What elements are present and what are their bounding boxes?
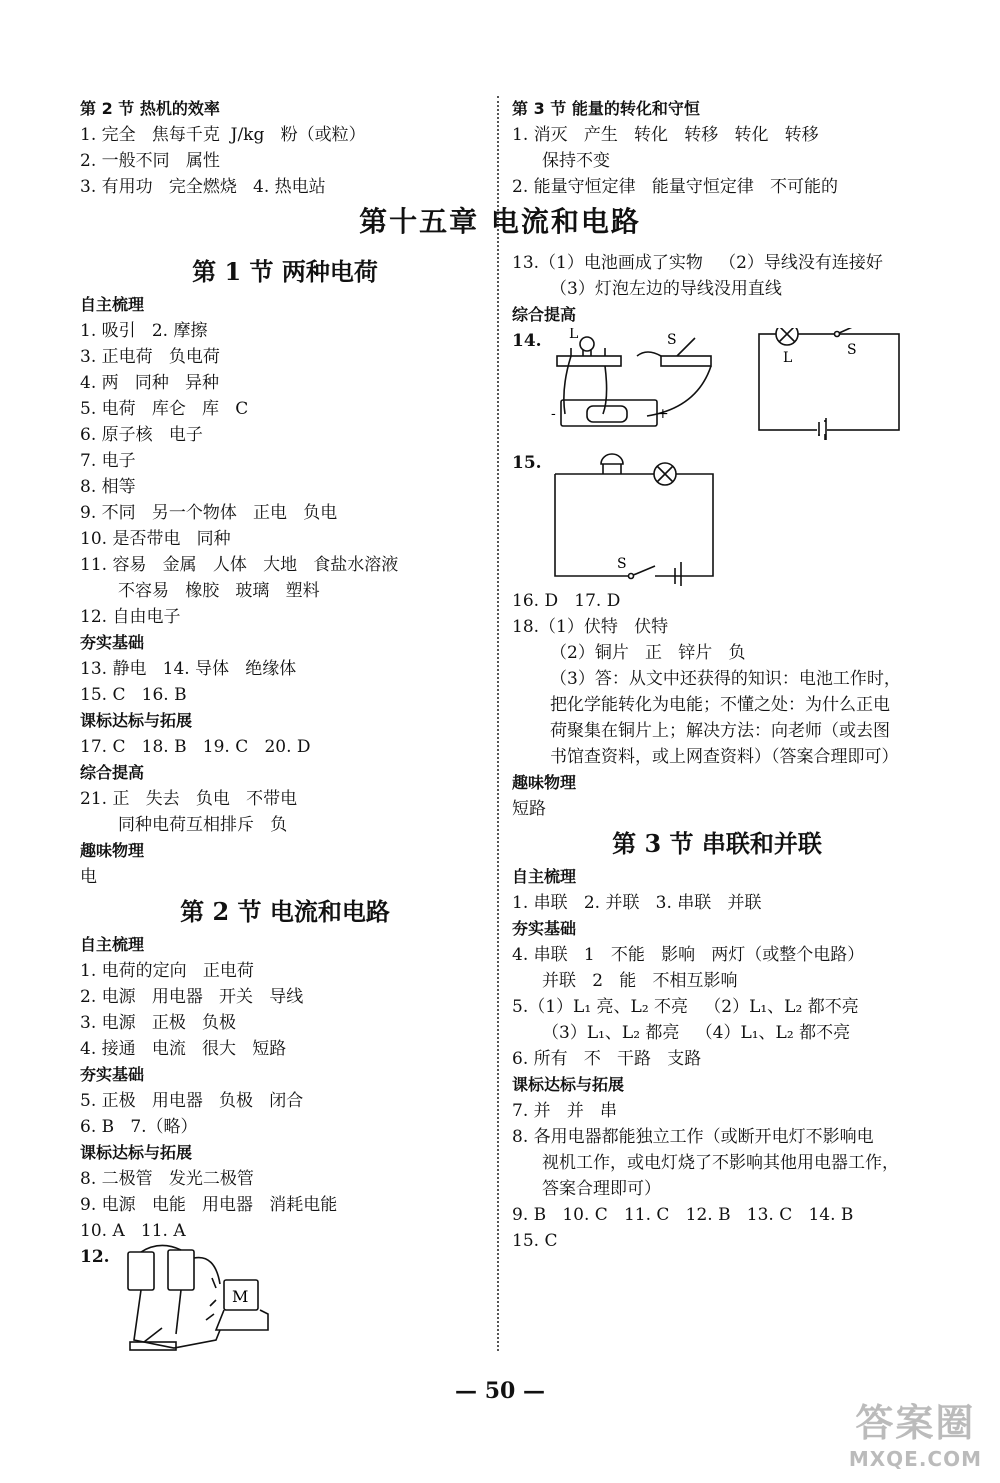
subsection-heading: 自主梳理: [80, 295, 145, 314]
answer-line: 1. 电荷的定向 正电荷: [80, 961, 254, 981]
chapter-title: 第十五章 电流和电路: [359, 205, 641, 238]
answer-line: 15. C: [512, 1231, 558, 1251]
answer-line: 1. 消灭 产生 转化 转移 转化 转移: [512, 125, 819, 145]
left-column: [80, 250, 490, 1356]
fig14-circuit-switch-label: S: [847, 342, 857, 358]
answer-line: 4. 两 同种 异种: [80, 373, 220, 393]
answer-line: 8. 相等: [80, 477, 136, 497]
answer-line: 同种电荷互相排斥 负: [118, 815, 288, 835]
page-number: — 50 —: [455, 1378, 545, 1404]
answer-line: 16. D 17. D: [512, 591, 621, 611]
circuit-figure-12: [120, 1244, 320, 1354]
question-number: 15.: [512, 453, 542, 473]
answer-line: 答案合理即可）: [542, 1179, 661, 1199]
answer-line: 把化学能转化为电能；不懂之处：为什么正电: [550, 695, 890, 715]
watermark-url: MXQE.COM: [848, 1447, 982, 1471]
answer-line: 9. B 10. C 11. C 12. B 13. C 14. B: [512, 1205, 854, 1225]
answer-line: 5.（1）L₁ 亮、L₂ 不亮 （2）L₁、L₂ 都不亮: [512, 997, 859, 1017]
answer-line: 17. C 18. B 19. C 20. D: [80, 737, 311, 757]
answer-line: 2. 一般不同 属性: [80, 151, 220, 171]
answer-line: 1. 完全 焦每千克 J/kg 粉（或粒）: [80, 125, 366, 145]
lesson-title: 第 3 节 串联和并联: [612, 829, 822, 858]
answer-line: 视机工作，或电灯烧了不影响其他用电器工作，: [542, 1153, 899, 1173]
question-15: [512, 450, 922, 588]
fig14-lamp-label: L: [569, 328, 579, 342]
answer-line: 10. 是否带电 同种: [80, 529, 231, 549]
answer-line: 6. 原子核 电子: [80, 425, 203, 445]
answer-line: 6. 所有 不 干路 支路: [512, 1049, 702, 1069]
answer-line: 12. 自由电子: [80, 607, 181, 627]
fig14-plus-label: +: [657, 406, 669, 422]
watermark-logo-text: 答案圈: [855, 1401, 976, 1445]
answer-line: 10. A 11. A: [80, 1221, 186, 1241]
fig14-minus-label: -: [551, 406, 556, 422]
answer-line: 18.（1）伏特 伏特: [512, 617, 669, 637]
question-number: 12.: [80, 1247, 110, 1267]
answer-line: 21. 正 失去 负电 不带电: [80, 789, 298, 809]
answer-line: 荷聚集在铜片上；解决方法：向老师（或去图: [550, 721, 890, 741]
circuit-figure-14: [547, 328, 917, 450]
answer-line: 11. 容易 金属 人体 大地 食盐水溶液: [80, 555, 399, 575]
answer-line: 2. 电源 用电器 开关 导线: [80, 987, 304, 1007]
answer-line: 8. 二极管 发光二极管: [80, 1169, 254, 1189]
answer-line: 8. 各用电器都能独立工作（或断开电灯不影响电: [512, 1127, 874, 1147]
subsection-heading: 自主梳理: [512, 867, 577, 886]
answer-line: 不容易 橡胶 玻璃 塑料: [118, 581, 320, 601]
subsection-heading: 课标达标与拓展: [512, 1075, 625, 1094]
answer-line: 1. 串联 2. 并联 3. 串联 并联: [512, 893, 762, 913]
section-heading: 第 2 节 热机的效率: [80, 99, 220, 118]
subsection-heading: 课标达标与拓展: [80, 1143, 193, 1162]
question-12: [80, 1244, 490, 1356]
answer-line: 1. 吸引 2. 摩擦: [80, 321, 208, 341]
answer-line: 9. 电源 电能 用电器 消耗电能: [80, 1195, 338, 1215]
answer-line: 电: [80, 867, 97, 887]
answer-line: （3）L₁、L₂ 都亮 （4）L₁、L₂ 都不亮: [542, 1023, 851, 1043]
subsection-heading: 课标达标与拓展: [80, 711, 193, 730]
lesson-title: 第 1 节 两种电荷: [192, 257, 378, 286]
answer-line: 短路: [512, 799, 546, 819]
answer-line: 5. 正极 用电器 负极 闭合: [80, 1091, 304, 1111]
answer-line: 15. C 16. B: [80, 685, 187, 705]
answer-line: 书馆查资料，或上网查资料）（答案合理即可）: [550, 747, 899, 767]
subsection-heading: 综合提高: [80, 763, 145, 782]
answer-line: 13. 静电 14. 导体 绝缘体: [80, 659, 297, 679]
answer-line: 2. 能量守恒定律 能量守恒定律 不可能的: [512, 177, 839, 197]
answer-line: 保持不变: [542, 151, 610, 171]
lesson-title: 第 2 节 电流和电路: [180, 897, 390, 926]
subsection-heading: 夯实基础: [512, 919, 577, 938]
circuit-figure-15: [547, 450, 747, 586]
fig14-switch-label: S: [667, 332, 677, 348]
question-14: [512, 328, 922, 450]
answer-line: 并联 2 能 不相互影响: [542, 971, 738, 991]
answer-line: 7. 并 并 串: [512, 1101, 618, 1121]
answer-line: 3. 有用功 完全燃烧 4. 热电站: [80, 177, 326, 197]
answer-line: （3）答：从文中还获得的知识：电池工作时，: [550, 669, 901, 689]
answer-line: 6. B 7.（略）: [80, 1117, 198, 1137]
question-number: 14.: [512, 331, 542, 351]
subsection-heading: 综合提高: [512, 305, 577, 324]
column-divider: [497, 96, 499, 1351]
subsection-heading: 夯实基础: [80, 633, 145, 652]
answer-line: （3）灯泡左边的导线没用直线: [550, 279, 782, 299]
answer-line: 3. 正电荷 负电荷: [80, 347, 220, 367]
answer-line: 3. 电源 正极 负极: [80, 1013, 237, 1033]
answer-line: 7. 电子: [80, 451, 136, 471]
answer-line: 4. 串联 1 不能 影响 两灯（或整个电路）: [512, 945, 865, 965]
section-heading: 第 3 节 能量的转化和守恒: [512, 99, 700, 118]
right-column: [512, 250, 922, 1254]
answer-line: （2）铜片 正 锌片 负: [550, 643, 746, 663]
fig14-circuit-lamp-label: L: [783, 350, 793, 366]
answer-line: 9. 不同 另一个物体 正电 负电: [80, 503, 338, 523]
subsection-heading: 趣味物理: [512, 773, 577, 792]
subsection-heading: 自主梳理: [80, 935, 145, 954]
top-left-block: [80, 96, 490, 200]
answer-line: 4. 接通 电流 很大 短路: [80, 1039, 287, 1059]
subsection-heading: 夯实基础: [80, 1065, 145, 1084]
answer-line: 5. 电荷 库仑 库 C: [80, 399, 249, 419]
answer-line: 13.（1）电池画成了实物 （2）导线没有连接好: [512, 253, 883, 273]
watermark: [849, 1392, 982, 1471]
motor-label: M: [232, 1287, 249, 1306]
top-right-block: [512, 96, 922, 200]
fig15-switch-label: S: [617, 556, 627, 572]
subsection-heading: 趣味物理: [80, 841, 145, 860]
